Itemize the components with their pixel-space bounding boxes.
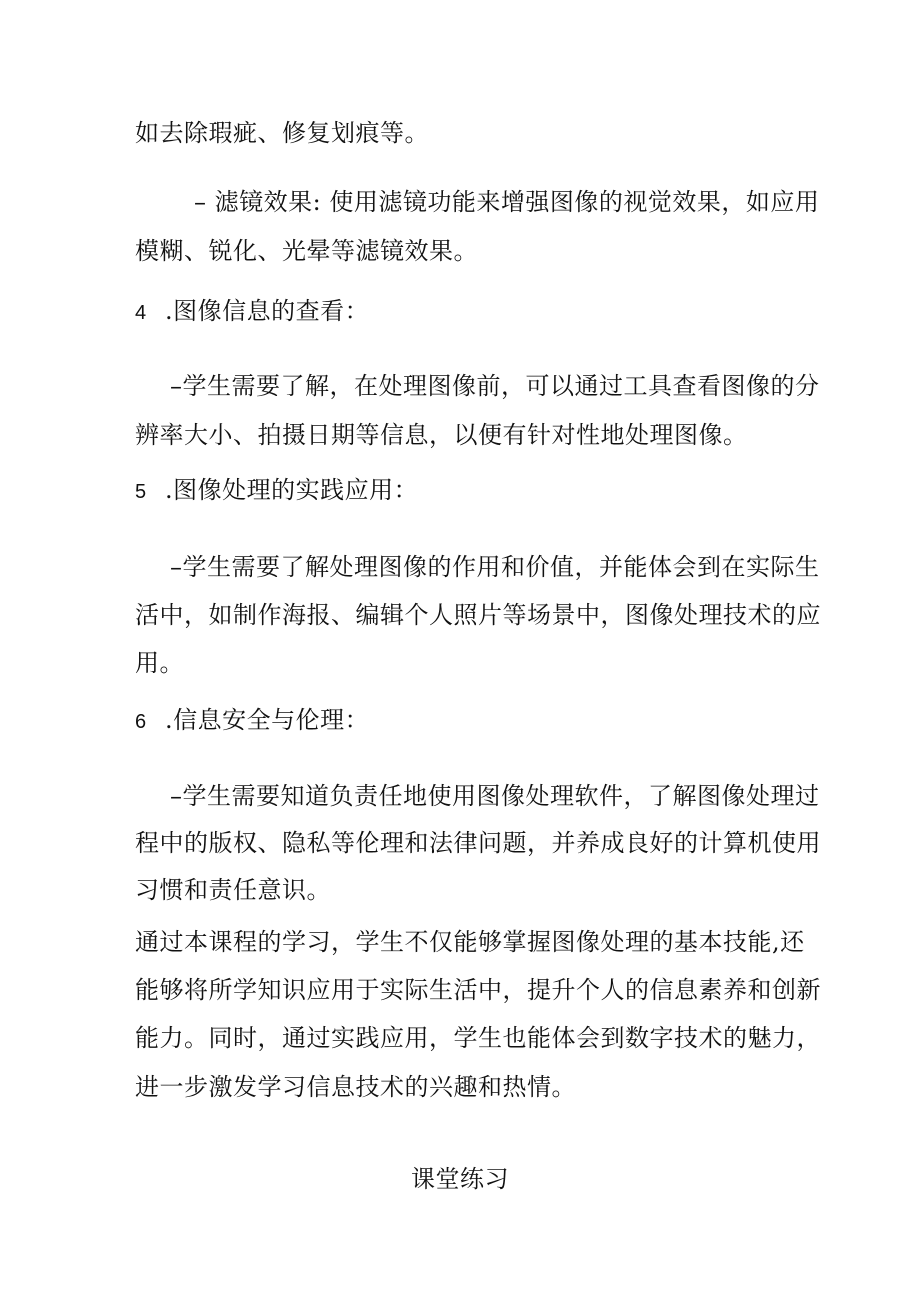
section-heading-4 <box>135 294 369 330</box>
text-line: – 滤镜效果: 使用滤镜功能来增强图像的视觉效果，如应用 <box>194 188 820 216</box>
text-line: 能够将所学知识应用于实际生活中，提升个人的信息素养和创新 <box>135 976 821 1004</box>
text-line: 活中，如制作海报、编辑个人照片等场景中，图像处理技术的应 <box>135 601 821 629</box>
text-line: 进一步激发学习信息技术的兴趣和热情。 <box>135 1073 576 1101</box>
section-number: 4 <box>135 302 147 324</box>
section-title-classroom-exercise: 课堂练习 <box>411 1165 509 1193</box>
text-line: 辨率大小、拍摄日期等信息，以便有针对性地处理图像。 <box>135 421 748 449</box>
text-line: –学生需要了解处理图像的作用和价值，并能体会到在实际生 <box>170 553 820 581</box>
text-line: 模糊、锐化、光晕等滤镜效果。 <box>135 237 478 265</box>
text-line: –学生需要知道负责任地使用图像处理软件，了解图像处理过 <box>170 782 820 810</box>
section-heading-6 <box>135 703 369 739</box>
text-line: –学生需要了解，在处理图像前，可以通过工具查看图像的分 <box>170 372 820 400</box>
section-number: 5 <box>135 481 147 503</box>
text-line: 程中的版权、隐私等伦理和法律问题，并养成良好的计算机使用 <box>135 829 821 857</box>
text-line: 通过本课程的学习，学生不仅能够掌握图像处理的基本技能,还 <box>135 928 805 956</box>
text-line: 如去除瑕疵、修复划痕等。 <box>135 119 429 147</box>
section-title: .信息安全与伦理： <box>165 706 370 734</box>
section-title: .图像处理的实践应用： <box>165 476 419 504</box>
text-line: 能力。同时，通过实践应用，学生也能体会到数字技术的魅力， <box>135 1024 821 1052</box>
section-heading-5 <box>135 473 418 509</box>
section-title: .图像信息的查看： <box>165 297 370 325</box>
text-line: 习惯和责任意识。 <box>135 876 331 904</box>
text-line: 用。 <box>135 649 184 677</box>
section-number: 6 <box>135 711 147 733</box>
